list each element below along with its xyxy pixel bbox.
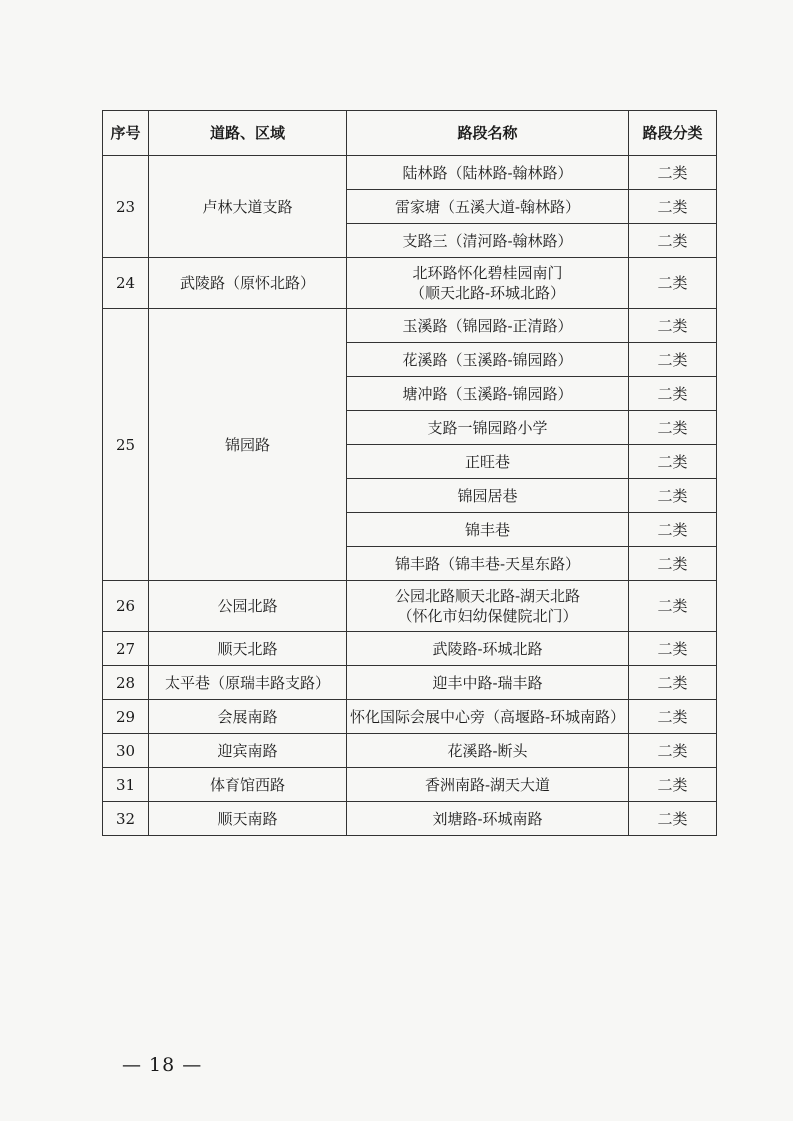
road-classification-table [102,110,717,836]
section-line: 支路一锦园路小学 [427,418,548,437]
cell-road: 公园北路 [149,581,347,632]
cell-road: 会展南路 [149,700,347,734]
cell-road: 体育馆西路 [149,768,347,802]
section-line: 雷家塘（五溪大道-翰林路） [394,197,581,216]
section-line: 刘塘路-环城南路 [432,809,543,828]
page-number: — 18 — [122,1054,203,1076]
table-body [103,156,717,836]
cell-section [347,343,629,377]
cell-category: 二类 [629,343,717,377]
cell-category: 二类 [629,258,717,309]
cell-section [347,445,629,479]
cell-section [347,581,629,632]
header-section: 路段名称 [347,111,629,156]
section-line: 迎丰中路-瑞丰路 [432,673,543,692]
cell-road: 迎宾南路 [149,734,347,768]
cell-section [347,632,629,666]
cell-section [347,513,629,547]
section-line: 武陵路-环城北路 [432,639,543,658]
section-line: 花溪路（玉溪路-锦园路） [402,350,573,369]
header-index: 序号 [103,111,149,156]
cell-section [347,479,629,513]
table-row [103,258,717,309]
section-line: 花溪路-断头 [447,741,528,760]
cell-category: 二类 [629,377,717,411]
cell-category: 二类 [629,224,717,258]
cell-road: 顺天北路 [149,632,347,666]
cell-category: 二类 [629,411,717,445]
section-line: 锦丰路（锦丰巷-天星东路） [394,554,581,573]
section-line: 塘冲路（玉溪路-锦园路） [402,384,573,403]
cell-section [347,377,629,411]
section-line: 北环路怀化碧桂园南门 [412,264,563,282]
cell-section [347,411,629,445]
table-header-row [103,111,717,156]
cell-section [347,802,629,836]
cell-category: 二类 [629,768,717,802]
table-row [103,768,717,802]
table-row [103,802,717,836]
cell-index: 23 [103,156,149,258]
cell-category: 二类 [629,513,717,547]
section-line-2: （怀化市妇幼保健院北门） [397,607,578,625]
cell-road: 锦园路 [149,309,347,581]
cell-section [347,156,629,190]
cell-section [347,190,629,224]
cell-index: 28 [103,666,149,700]
header-category: 路段分类 [629,111,717,156]
cell-category: 二类 [629,802,717,836]
section-line: 陆林路（陆林路-翰林路） [402,163,573,182]
table-row [103,700,717,734]
table-row [103,309,717,343]
cell-category: 二类 [629,190,717,224]
cell-category: 二类 [629,581,717,632]
cell-index: 32 [103,802,149,836]
cell-road: 顺天南路 [149,802,347,836]
table-row [103,156,717,190]
cell-road: 太平巷（原瑞丰路支路） [149,666,347,700]
cell-index: 27 [103,632,149,666]
table-row [103,734,717,768]
table-row [103,632,717,666]
cell-section [347,309,629,343]
section-line: 正旺巷 [464,452,510,471]
cell-category: 二类 [629,547,717,581]
header-road: 道路、区域 [149,111,347,156]
section-line: 锦园居巷 [457,486,518,505]
cell-category: 二类 [629,445,717,479]
cell-section [347,258,629,309]
section-line-2: （顺天北路-环城北路） [409,284,566,302]
section-line: 玉溪路（锦园路-正清路） [402,316,573,335]
cell-index: 25 [103,309,149,581]
cell-road: 武陵路（原怀北路） [149,258,347,309]
cell-section [347,666,629,700]
table-row [103,666,717,700]
section-line: 支路三（清河路-翰林路） [402,231,573,250]
cell-category: 二类 [629,700,717,734]
cell-section [347,547,629,581]
section-line: 公园北路顺天北路-湖天北路 [394,587,581,605]
cell-section [347,224,629,258]
cell-category: 二类 [629,156,717,190]
cell-road: 卢林大道支路 [149,156,347,258]
cell-category: 二类 [629,666,717,700]
section-line: 怀化国际会展中心旁（高堰路-环城南路） [349,707,626,726]
cell-index: 24 [103,258,149,309]
cell-category: 二类 [629,479,717,513]
cell-index: 26 [103,581,149,632]
cell-section [347,768,629,802]
cell-section [347,700,629,734]
section-line: 香洲南路-湖天大道 [424,775,551,794]
table-row [103,581,717,632]
cell-index: 31 [103,768,149,802]
cell-index: 29 [103,700,149,734]
cell-category: 二类 [629,632,717,666]
cell-category: 二类 [629,309,717,343]
cell-section [347,734,629,768]
cell-index: 30 [103,734,149,768]
section-line: 锦丰巷 [464,520,510,539]
cell-category: 二类 [629,734,717,768]
